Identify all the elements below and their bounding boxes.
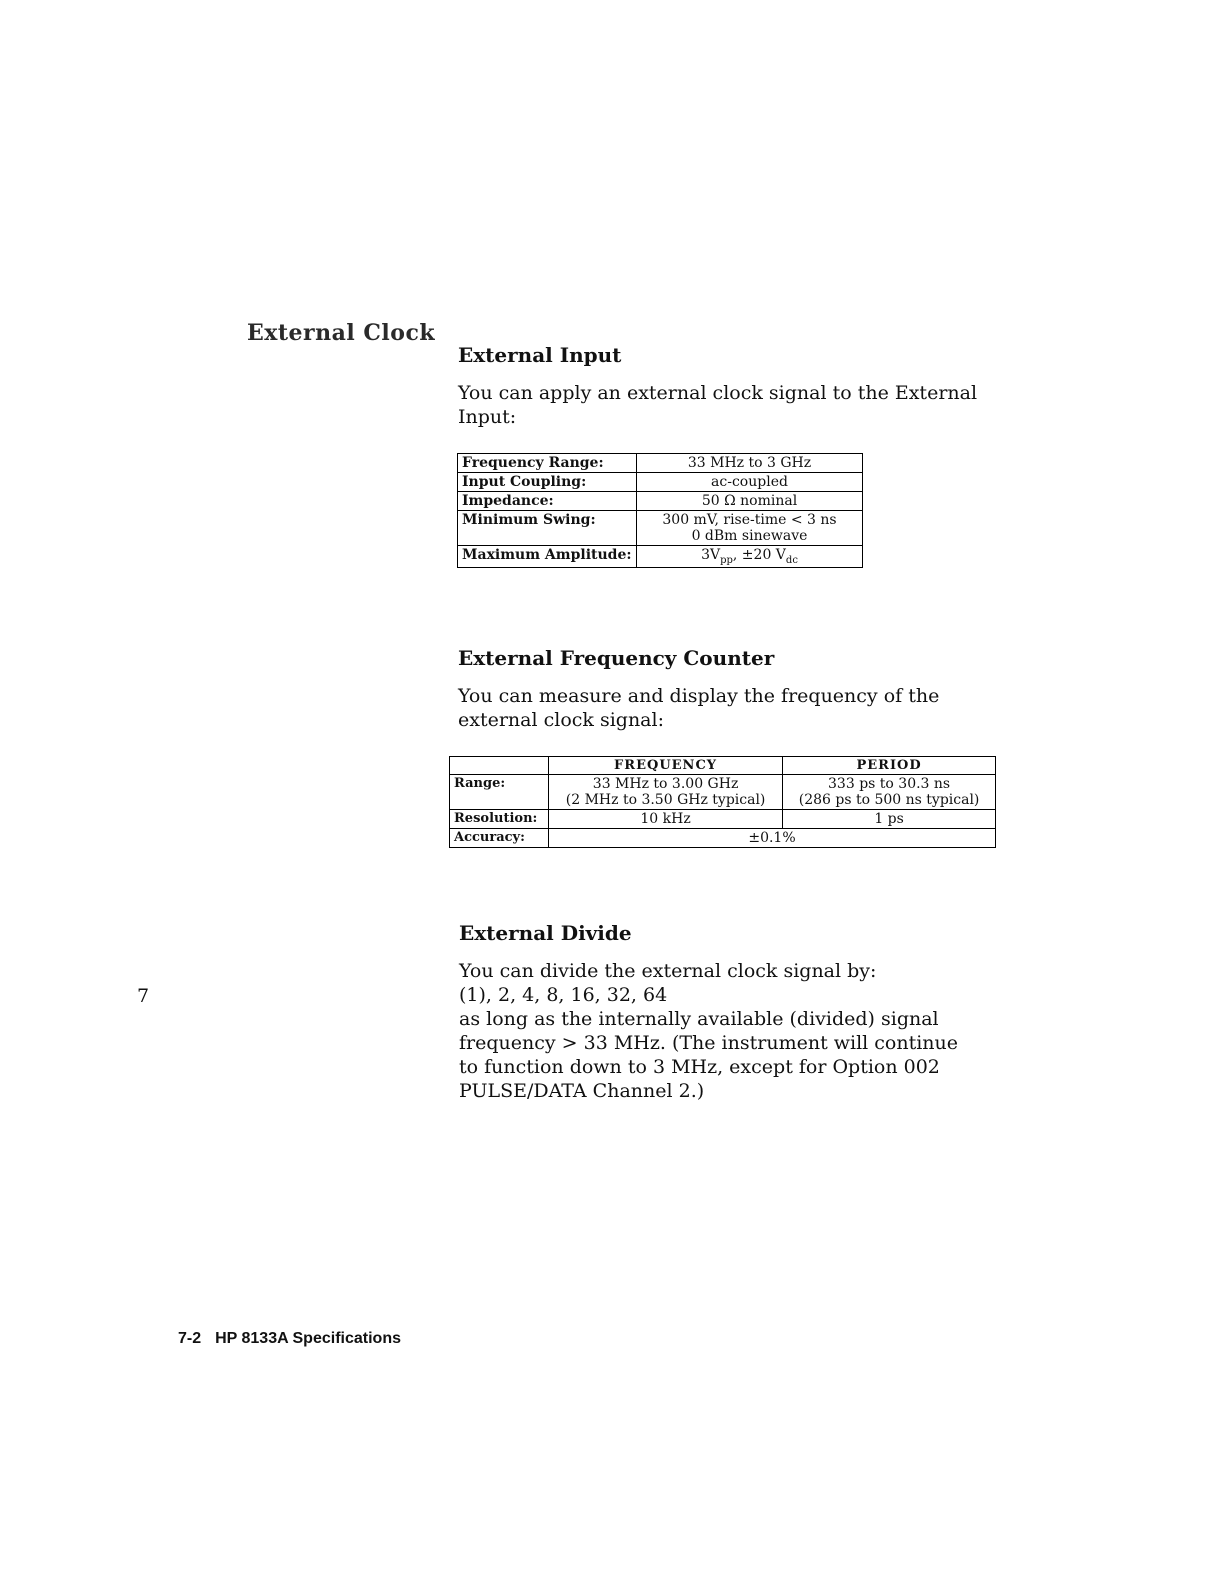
accuracy-cell: ±0.1% xyxy=(549,829,996,848)
table-row xyxy=(450,775,996,810)
external-input-intro: You can apply an external clock signal to the External Input: xyxy=(458,382,978,428)
table-row xyxy=(458,511,863,546)
external-input-heading: External Input xyxy=(458,343,622,367)
external-divide-section xyxy=(459,921,1019,1103)
row-label: Input Coupling: xyxy=(458,473,637,492)
empty-header-cell xyxy=(450,757,549,775)
frequency-counter-table xyxy=(449,756,996,848)
external-divide-heading: External Divide xyxy=(459,921,632,945)
row-value: 33 MHz to 3 GHz xyxy=(637,454,863,473)
table-row xyxy=(450,829,996,848)
row-value: $3V_{pp}$, ±20 $V_{dc}$ xyxy=(637,546,863,568)
row-value: 300 mV, rise-time < 3 ns 0 dBm sinewave xyxy=(637,511,863,546)
row-label: Resolution: xyxy=(450,810,549,829)
table-row xyxy=(458,454,863,473)
column-header-frequency: FREQUENCY xyxy=(549,757,783,775)
frequency-cell: 33 MHz to 3.00 GHz (2 MHz to 3.50 GHz typical) xyxy=(549,775,783,810)
row-value: 50 Ω nominal xyxy=(637,492,863,511)
row-label: Range: xyxy=(450,775,549,810)
external-frequency-counter-intro: You can measure and display the frequency of the external clock signal: xyxy=(458,685,940,731)
external-input-section xyxy=(458,343,978,429)
table-row xyxy=(458,473,863,492)
external-divide-text: You can divide the external clock signal by: (1), 2, 4, 8, 16, 32, 64 as long as the internally available (divided) signal frequency > 33 MHz. (The instrument will continue to function down to 3 MHz, except for Option 002 PULSE/DATA Channel 2.) xyxy=(459,960,959,1102)
table-row xyxy=(458,546,863,568)
table-header-row xyxy=(450,757,996,775)
frequency-cell: 10 kHz xyxy=(549,810,783,829)
row-label: Maximum Amplitude: xyxy=(458,546,637,568)
row-label: Impedance: xyxy=(458,492,637,511)
table-row xyxy=(450,810,996,829)
row-label: Accuracy: xyxy=(450,829,549,848)
row-value: ac-coupled xyxy=(637,473,863,492)
page-number: 7-2 xyxy=(178,1330,202,1347)
row-label: Frequency Range: xyxy=(458,454,637,473)
external-frequency-counter-section xyxy=(458,646,978,732)
column-header-period: PERIOD xyxy=(783,757,996,775)
footer-title: HP 8133A Specifications xyxy=(215,1330,401,1347)
section-title: External Clock xyxy=(247,320,436,346)
row-label: Minimum Swing: xyxy=(458,511,637,546)
external-input-table xyxy=(457,453,863,568)
period-cell: 1 ps xyxy=(783,810,996,829)
chapter-number: 7 xyxy=(137,985,150,1007)
table-row xyxy=(458,492,863,511)
external-frequency-counter-heading: External Frequency Counter xyxy=(458,646,775,670)
page-footer xyxy=(178,1330,415,1348)
period-cell: 333 ps to 30.3 ns (286 ps to 500 ns typical) xyxy=(783,775,996,810)
